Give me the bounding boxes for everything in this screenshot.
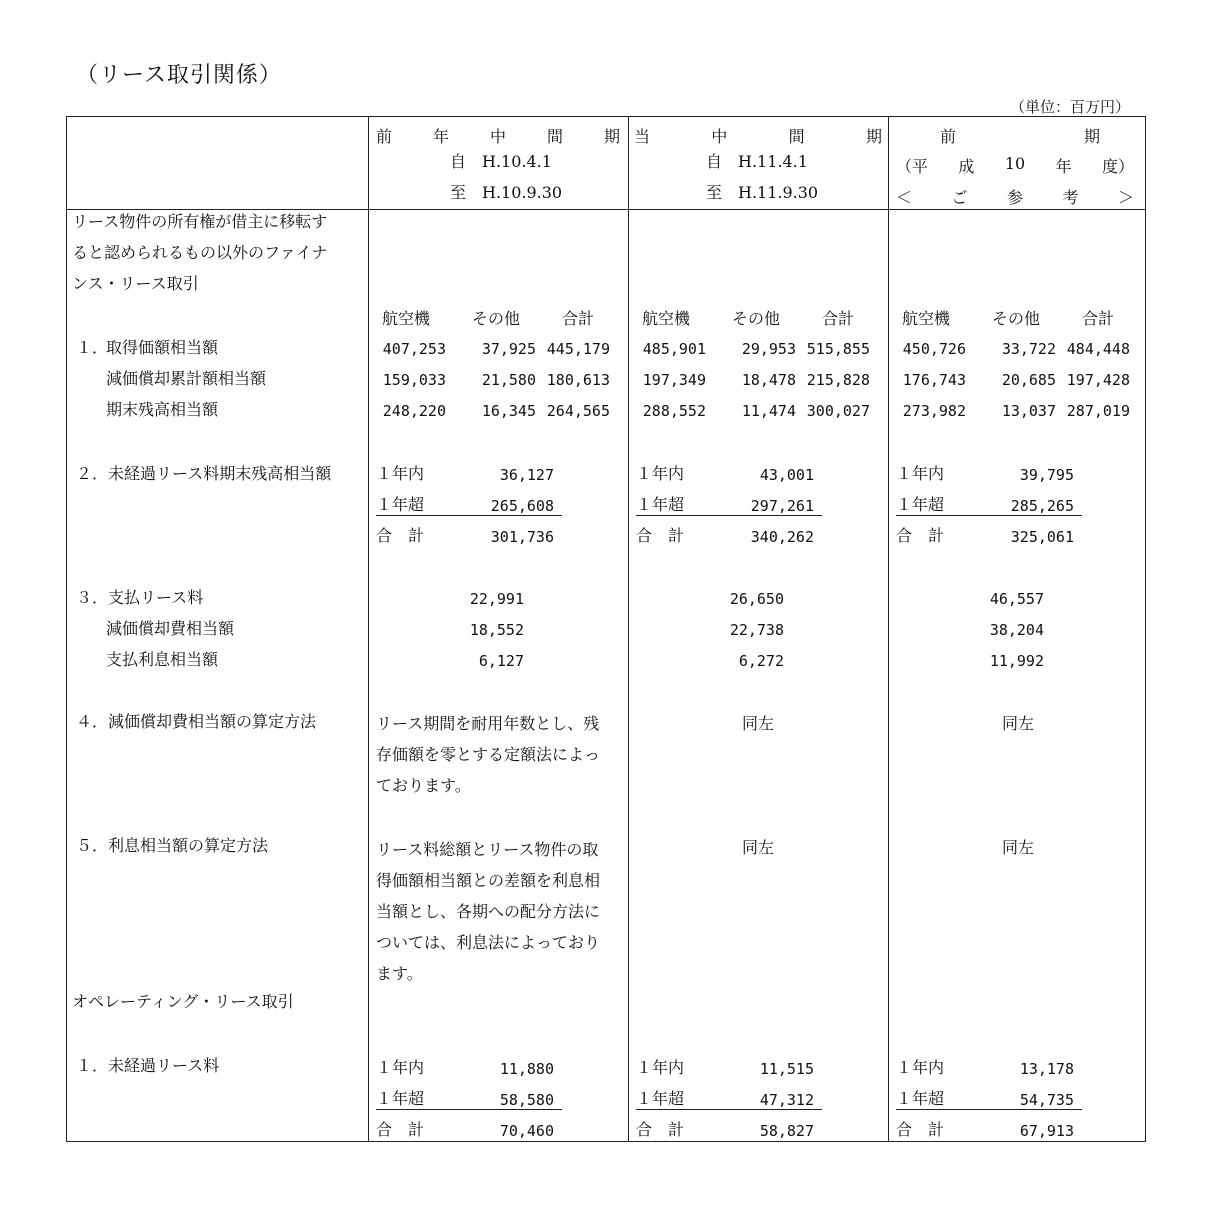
h3f: 成 xyxy=(958,157,975,176)
subtotal-underline xyxy=(896,515,1082,516)
amount-cell: 11,515 xyxy=(759,1060,814,1078)
row-label: 取得価額相当額 xyxy=(106,338,219,357)
period-label: １年超 xyxy=(376,495,425,514)
subhead: 合計 xyxy=(1082,309,1115,328)
amount-cell: 285,265 xyxy=(1010,497,1074,515)
page-title: （リース取引関係） xyxy=(76,63,282,88)
row-label: ４．減価償却費相当額の算定方法 xyxy=(76,712,317,731)
finance-heading: ると認められるもの以外のファイナ xyxy=(72,243,328,262)
same-as-left: 同左 xyxy=(1002,838,1035,857)
amount-cell: 248,220 xyxy=(382,402,446,420)
amount-cell: 288,552 xyxy=(642,402,706,420)
row-label: ５．利息相当額の算定方法 xyxy=(76,836,269,855)
header-col1-to: 至 H.10.9.30 xyxy=(450,183,563,202)
total-label: 合 計 xyxy=(636,526,685,545)
header-divider xyxy=(66,209,1146,210)
amount-cell: 265,608 xyxy=(490,497,554,515)
finance-heading: リース物件の所有権が借主に移転す xyxy=(72,212,328,231)
period-label: １年超 xyxy=(376,1089,425,1108)
same-as-left: 同左 xyxy=(1002,714,1035,733)
h2-ch: 間 xyxy=(788,127,805,146)
amount-cell: 6,272 xyxy=(738,652,784,670)
amount-cell: 11,474 xyxy=(741,402,796,420)
subtotal-underline xyxy=(636,1109,822,1110)
amount-cell: 180,613 xyxy=(546,371,610,389)
amount-cell: 22,738 xyxy=(729,621,784,639)
row-label: 減価償却費相当額 xyxy=(106,619,235,638)
period-label: １年超 xyxy=(636,1089,685,1108)
amount-cell: 287,019 xyxy=(1066,402,1130,420)
amount-cell: 16,345 xyxy=(481,402,536,420)
amount-cell: 18,478 xyxy=(741,371,796,389)
subtotal-underline xyxy=(896,1109,1082,1110)
amount-cell: 197,349 xyxy=(642,371,706,389)
h2-ch: 中 xyxy=(711,127,728,146)
h3n: 考 xyxy=(1062,188,1079,207)
amount-cell: 47,312 xyxy=(759,1091,814,1109)
period-label: １年超 xyxy=(636,495,685,514)
h3-ch: 期 xyxy=(1083,127,1100,146)
col-divider-2 xyxy=(628,116,629,1142)
h3f: 年 xyxy=(1055,157,1072,176)
h1-ch: 間 xyxy=(546,127,563,146)
amount-cell: 26,650 xyxy=(729,590,784,608)
amount-cell: 38,204 xyxy=(989,621,1044,639)
subtotal-underline xyxy=(636,515,822,516)
subhead: その他 xyxy=(732,309,781,328)
h2-ch: 当 xyxy=(634,127,651,146)
amount-cell: 159,033 xyxy=(382,371,446,389)
method-text: 当額とし、各期への配分方法に xyxy=(376,902,601,921)
total-label: 合 計 xyxy=(636,1120,685,1139)
row-label: 減価償却累計額相当額 xyxy=(106,369,267,388)
header-col3-fiscal xyxy=(896,154,1134,177)
subhead: その他 xyxy=(992,309,1041,328)
total-label: 合 計 xyxy=(896,526,945,545)
amount-cell: 13,178 xyxy=(1019,1060,1074,1078)
h1-ch: 前 xyxy=(376,127,393,146)
header-col2-from: 自 H.11.4.1 xyxy=(706,152,808,171)
h1-ch: 期 xyxy=(603,127,620,146)
row-label: ２．未経過リース料期末残高相当額 xyxy=(76,464,332,483)
amount-cell: 407,253 xyxy=(382,340,446,358)
period-label: １年内 xyxy=(896,464,945,483)
method-text: 得価額相当額との差額を利息相 xyxy=(376,871,601,890)
subhead: 航空機 xyxy=(902,309,951,328)
amount-cell: 11,880 xyxy=(499,1060,554,1078)
method-text: ております。 xyxy=(376,776,471,795)
total-label: 合 計 xyxy=(376,526,425,545)
h2-ch: 期 xyxy=(865,127,882,146)
h3f: （平 xyxy=(896,157,929,176)
amount-cell: 484,448 xyxy=(1066,340,1130,358)
same-as-left: 同左 xyxy=(742,838,775,857)
total-amount: 70,460 xyxy=(499,1122,554,1140)
h1-ch: 中 xyxy=(489,127,506,146)
period-label: １年超 xyxy=(896,1089,945,1108)
period-label: １年内 xyxy=(636,1058,685,1077)
subhead: 合計 xyxy=(822,309,855,328)
subtotal-underline xyxy=(376,1109,562,1110)
amount-cell: 37,925 xyxy=(481,340,536,358)
total-amount: 340,262 xyxy=(750,528,814,546)
h3-ch: 前 xyxy=(940,127,957,146)
h3n: 参 xyxy=(1006,188,1023,207)
header-col3-note xyxy=(896,185,1134,208)
h3n: ＞ xyxy=(1117,188,1134,207)
amount-cell: 36,127 xyxy=(499,466,554,484)
row-label: 期末残高相当額 xyxy=(106,400,219,419)
amount-cell: 39,795 xyxy=(1019,466,1074,484)
h1-ch: 年 xyxy=(432,127,449,146)
amount-cell: 176,743 xyxy=(902,371,966,389)
amount-cell: 43,001 xyxy=(759,466,814,484)
amount-cell: 485,901 xyxy=(642,340,706,358)
header-col3-label xyxy=(940,124,1100,147)
amount-cell: 13,037 xyxy=(1001,402,1056,420)
period-label: １年内 xyxy=(376,1058,425,1077)
method-text: ます。 xyxy=(376,964,423,983)
amount-cell: 21,580 xyxy=(481,371,536,389)
row-label: １．未経過リース料 xyxy=(76,1056,220,1075)
header-col2-to: 至 H.11.9.30 xyxy=(706,183,819,202)
row-label: ３．支払リース料 xyxy=(76,588,204,607)
header-col2-label xyxy=(634,124,882,147)
operating-heading: オペレーティング・リース取引 xyxy=(72,992,294,1011)
finance-heading: ンス・リース取引 xyxy=(72,274,199,293)
subhead: 航空機 xyxy=(382,309,431,328)
period-label: １年超 xyxy=(896,495,945,514)
amount-cell: 54,735 xyxy=(1019,1091,1074,1109)
h3f: 度） xyxy=(1101,157,1134,176)
unit-label: （単位：百万円） xyxy=(1010,98,1131,116)
amount-cell: 46,557 xyxy=(989,590,1044,608)
method-text: リース期間を耐用年数とし、残 xyxy=(376,714,600,733)
amount-cell: 11,992 xyxy=(989,652,1044,670)
header-col1-label xyxy=(376,124,620,147)
amount-cell: 450,726 xyxy=(902,340,966,358)
amount-cell: 29,953 xyxy=(741,340,796,358)
amount-cell: 264,565 xyxy=(546,402,610,420)
row-label: 支払利息相当額 xyxy=(106,650,219,669)
total-amount: 301,736 xyxy=(490,528,554,546)
amount-cell: 18,552 xyxy=(469,621,524,639)
amount-cell: 445,179 xyxy=(546,340,610,358)
amount-cell: 20,685 xyxy=(1001,371,1056,389)
amount-cell: 297,261 xyxy=(750,497,814,515)
amount-cell: 300,027 xyxy=(806,402,870,420)
total-amount: 58,827 xyxy=(759,1122,814,1140)
amount-cell: 22,991 xyxy=(469,590,524,608)
h3f: 10 xyxy=(1004,154,1026,173)
amount-cell: 33,722 xyxy=(1001,340,1056,358)
h3n: ＜ xyxy=(896,188,913,207)
method-text: リース料総額とリース物件の取 xyxy=(376,840,599,859)
amount-cell: 58,580 xyxy=(499,1091,554,1109)
total-amount: 325,061 xyxy=(1010,528,1074,546)
total-label: 合 計 xyxy=(896,1120,945,1139)
item-number: １． xyxy=(76,338,109,357)
period-label: １年内 xyxy=(376,464,425,483)
subhead: その他 xyxy=(472,309,521,328)
method-text: ついては、利息法によっており xyxy=(376,933,601,952)
period-label: １年内 xyxy=(636,464,685,483)
amount-cell: 515,855 xyxy=(806,340,870,358)
amount-cell: 6,127 xyxy=(478,652,524,670)
h3n: ご xyxy=(951,188,968,207)
amount-cell: 197,428 xyxy=(1066,371,1130,389)
col-divider-1 xyxy=(368,116,369,1142)
header-col1-from: 自 H.10.4.1 xyxy=(450,152,552,171)
total-label: 合 計 xyxy=(376,1120,425,1139)
same-as-left: 同左 xyxy=(742,714,775,733)
amount-cell: 273,982 xyxy=(902,402,966,420)
col-divider-3 xyxy=(888,116,889,1142)
total-amount: 67,913 xyxy=(1019,1122,1074,1140)
subtotal-underline xyxy=(376,515,562,516)
subhead: 合計 xyxy=(562,309,595,328)
period-label: １年内 xyxy=(896,1058,945,1077)
method-text: 存価額を零とする定額法によっ xyxy=(376,745,601,764)
subhead: 航空機 xyxy=(642,309,691,328)
amount-cell: 215,828 xyxy=(806,371,870,389)
